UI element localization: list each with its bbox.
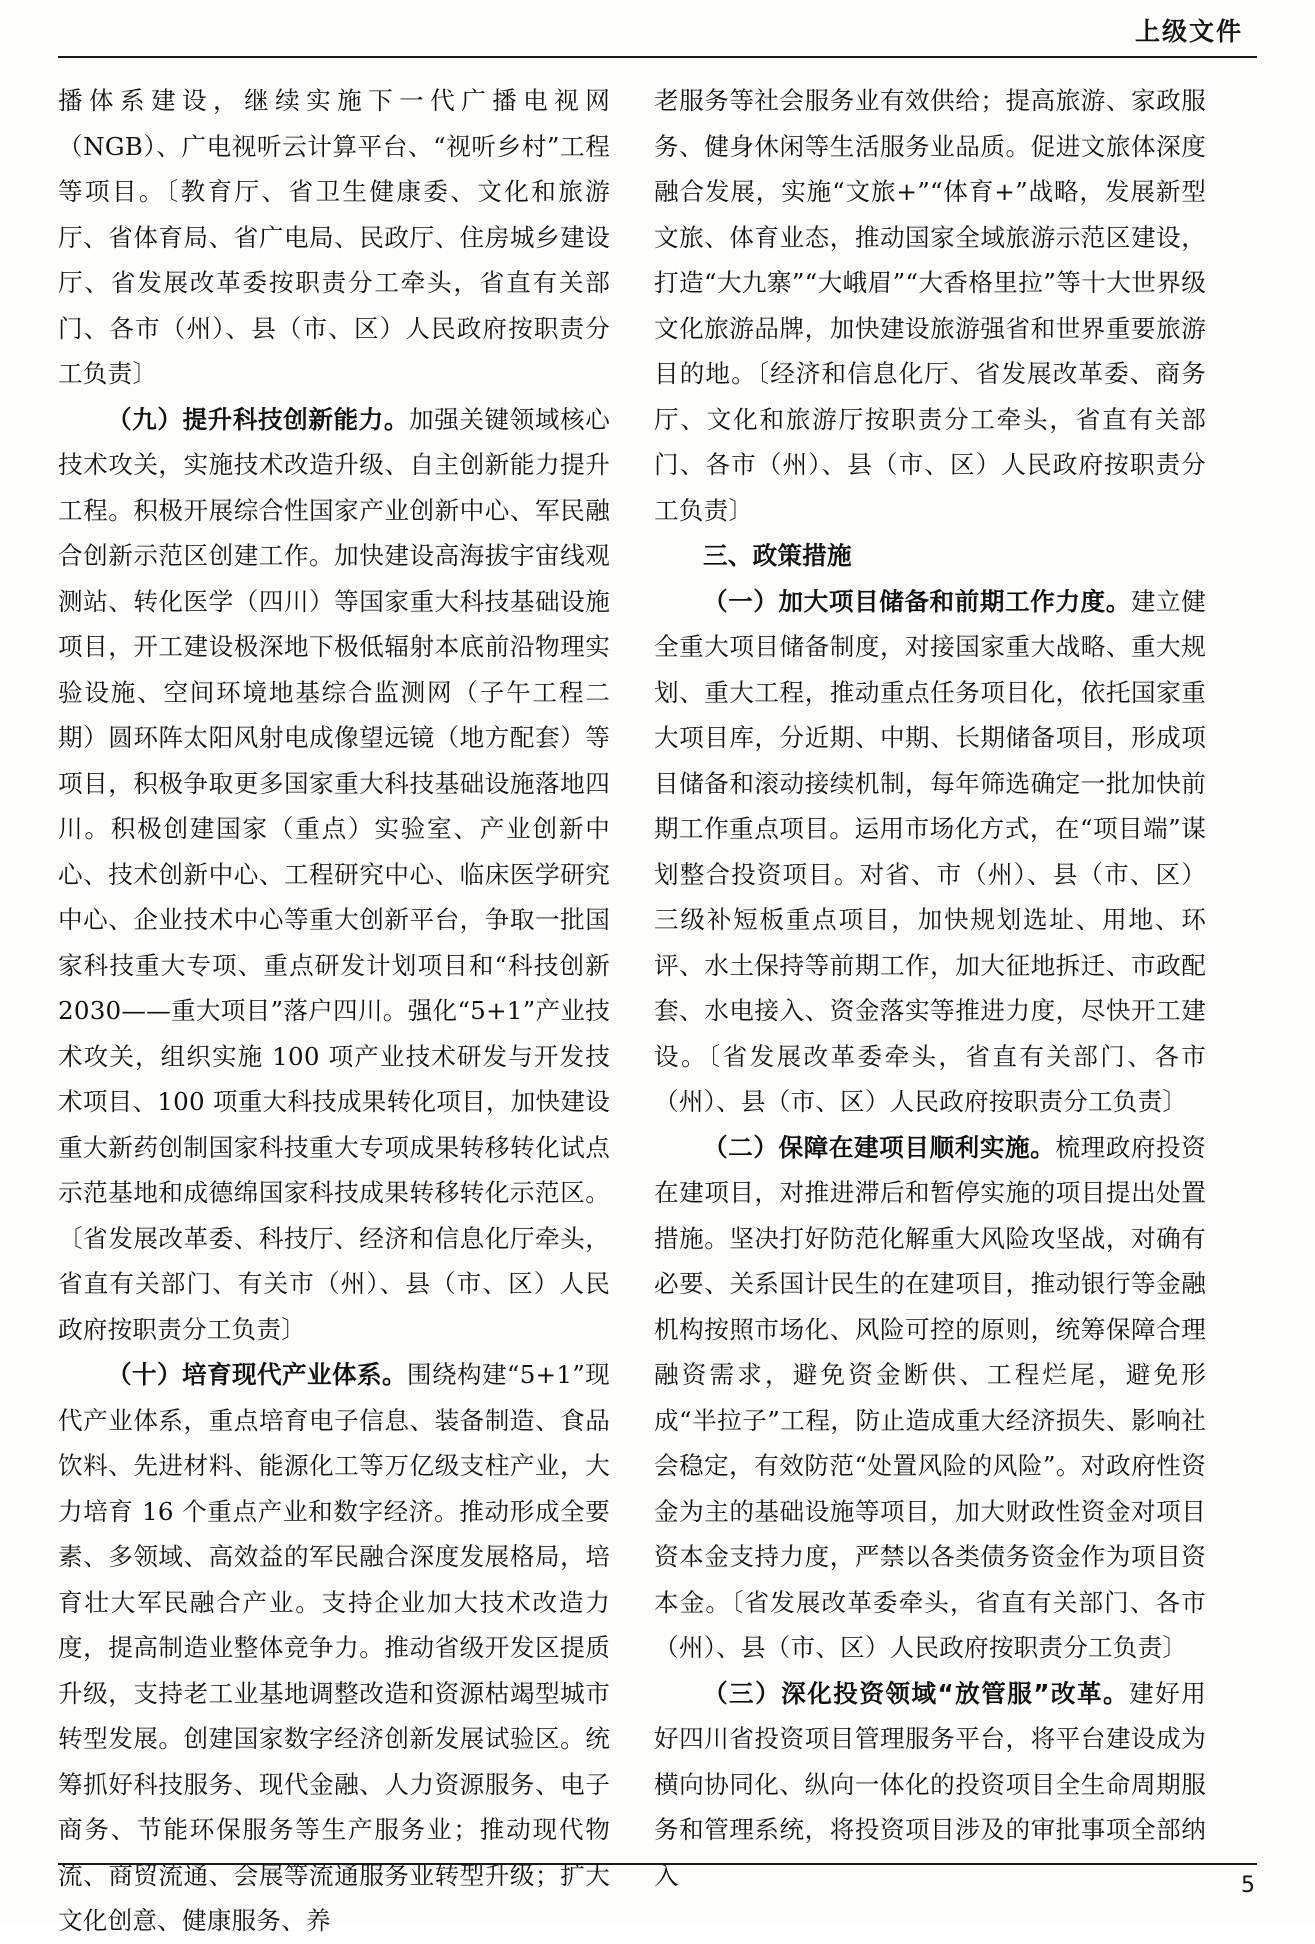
paragraph-lead-label: （一）加大项目储备和前期工作力度。: [703, 586, 1131, 616]
paragraph: [654, 78, 1206, 533]
page-number: 5: [1241, 1873, 1255, 1898]
paragraph-text: 建立健全重大项目储备制度，对接国家重大战略、重大规划、重大工程，推动重点任务项目化，依托国家重大项目库，分近期、中期、长期储备项目，形成项目储备和滚动接续机制，每年筛选确定一批加快前期工作重点项目。运用市场化方式，在“项目端”谋划整合投资项目。对省、市（州）、县（市、区）三级补短板重点项目，加快规划选址、用地、环评、水土保持等前期工作，加大征地拆迁、市政配套、水电接入、资金落实等推进力度，尽快开工建设。〔省发展改革委牵头，省直有关部门、各市（州）、县（市、区）人民政府按职责分工负责〕: [654, 586, 1206, 1116]
paragraph: [654, 1125, 1206, 1671]
paragraph-text: 播体系建设，继续实施下一代广播电视网（NGB）、广电视听云计算平台、“视听乡村”工程等项目。〔教育厅、省卫生健康委、文化和旅游厅、省体育局、省广电局、民政厅、住房城乡建设厅、省发展改革委按职责分工牵头，省直有关部门、各市（州）、县（市、区）人民政府按职责分工负责〕: [58, 86, 610, 388]
header-divider: [58, 56, 1257, 58]
paragraph: [654, 533, 1206, 579]
paragraph: [58, 78, 610, 397]
paragraph-lead-label: （九）提升科技创新能力。: [107, 404, 410, 434]
text-column-left: [58, 78, 611, 1935]
paragraph-lead-label: 三、政策措施: [703, 541, 852, 570]
page-header: [58, 0, 1257, 54]
paragraph-text: 围绕构建“5+1”现代产业体系，重点培育电子信息、装备制造、食品饮料、先进材料、能源化工等万亿级支柱产业，大力培育 16 个重点产业和数字经济。推动形成全要素、多领域、高效益的军民融合深度发展格局，培育壮大军民融合产业。支持企业加大技术改造力度，提高制造业整体竞争力。推动省级开发区提质升级，支持老工业基地调整改造和资源枯竭型城市转型发展。创建国家数字经济创新发展试验区。统筹抓好科技服务、现代金融、人力资源服务、电子商务、节能环保服务等生产服务业；推动现代物流、商贸流通、会展等流通服务业转型升级；扩大文化创意、健康服务、养: [58, 1360, 610, 1935]
paragraph-text: 建好用好四川省投资项目管理服务平台，将平台建设成为横向协同化、纵向一体化的投资项目全生命周期服务和管理系统，将投资项目涉及的审批事项全部纳入: [654, 1678, 1206, 1890]
body-columns: [58, 78, 1257, 1935]
header-title: 上级文件: [1134, 17, 1243, 46]
paragraph-lead-label: （十）培育现代产业体系。: [107, 1360, 407, 1389]
text-column-right: [654, 78, 1206, 1890]
paragraph: [654, 579, 1206, 1125]
paragraph: [58, 1352, 610, 1944]
page-footer: [58, 1863, 1257, 1898]
paragraph-text: 老服务等社会服务业有效供给；提高旅游、家政服务、健身休闲等生活服务业品质。促进文旅体深度融合发展，实施“文旅+”“体育+”战略，发展新型文旅、体育业态，推动国家全域旅游示范区建设，打造“大九寨”“大峨眉”“大香格里拉”等十大世界级文化旅游品牌，加快建设旅游强省和世界重要旅游目的地。〔经济和信息化厅、省发展改革委、商务厅、文化和旅游厅按职责分工牵头，省直有关部门、各市（州）、县（市、区）人民政府按职责分工负责〕: [654, 86, 1206, 525]
paragraph-text: 梳理政府投资在建项目，对推进滞后和暂停实施的项目提出处置措施。坚决打好防范化解重大风险攻坚战，对确有必要、关系国计民生的在建项目，推动银行等金融机构按照市场化、风险可控的原则，统筹保障合理融资需求，避免资金断供、工程烂尾，避免形成“半拉子”工程，防止造成重大经济损失、影响社会稳定，有效防范“处置风险的风险”。对政府性资金为主的基础设施等项目，加大财政性资金对项目资本金支持力度，严禁以各类债务资金作为项目资本金。〔省发展改革委牵头，省直有关部门、各市（州）、县（市、区）人民政府按职责分工负责〕: [654, 1132, 1206, 1662]
paragraph: [58, 397, 610, 1353]
paragraph-lead-label: （三）深化投资领域“放管服”改革。: [703, 1678, 1130, 1708]
paragraph-lead-label: （二）保障在建项目顺利实施。: [703, 1132, 1056, 1162]
paragraph-text: 加强关键领域核心技术攻关，实施技术改造升级、自主创新能力提升工程。积极开展综合性国家产业创新中心、军民融合创新示范区创建工作。加快建设高海拔宇宙线观测站、转化医学（四川）等国家重大科技基础设施项目，开工建设极深地下极低辐射本底前沿物理实验设施、空间环境地基综合监测网（子午工程二期）圆环阵太阳风射电成像望远镜（地方配套）等项目，积极争取更多国家重大科技基础设施落地四川。积极创建国家（重点）实验室、产业创新中心、技术创新中心、工程研究中心、临床医学研究中心、企业技术中心等重大创新平台，争取一批国家科技重大专项、重点研发计划项目和“科技创新 2030——重大项目”落户四川。强化“5+1”产业技术攻关，组织实施 100 项产业技术研发与开发技术项目、100 项重大科技成果转化项目，加快建设重大新药创制国家科技重大专项成果转移转化试点示范基地和成德绵国家科技成果转移转化示范区。〔省发展改革委、科技厅、经济和信息化厅牵头，省直有关部门、有关市（州）、县（市、区）人民政府按职责分工负责〕: [58, 404, 611, 1344]
